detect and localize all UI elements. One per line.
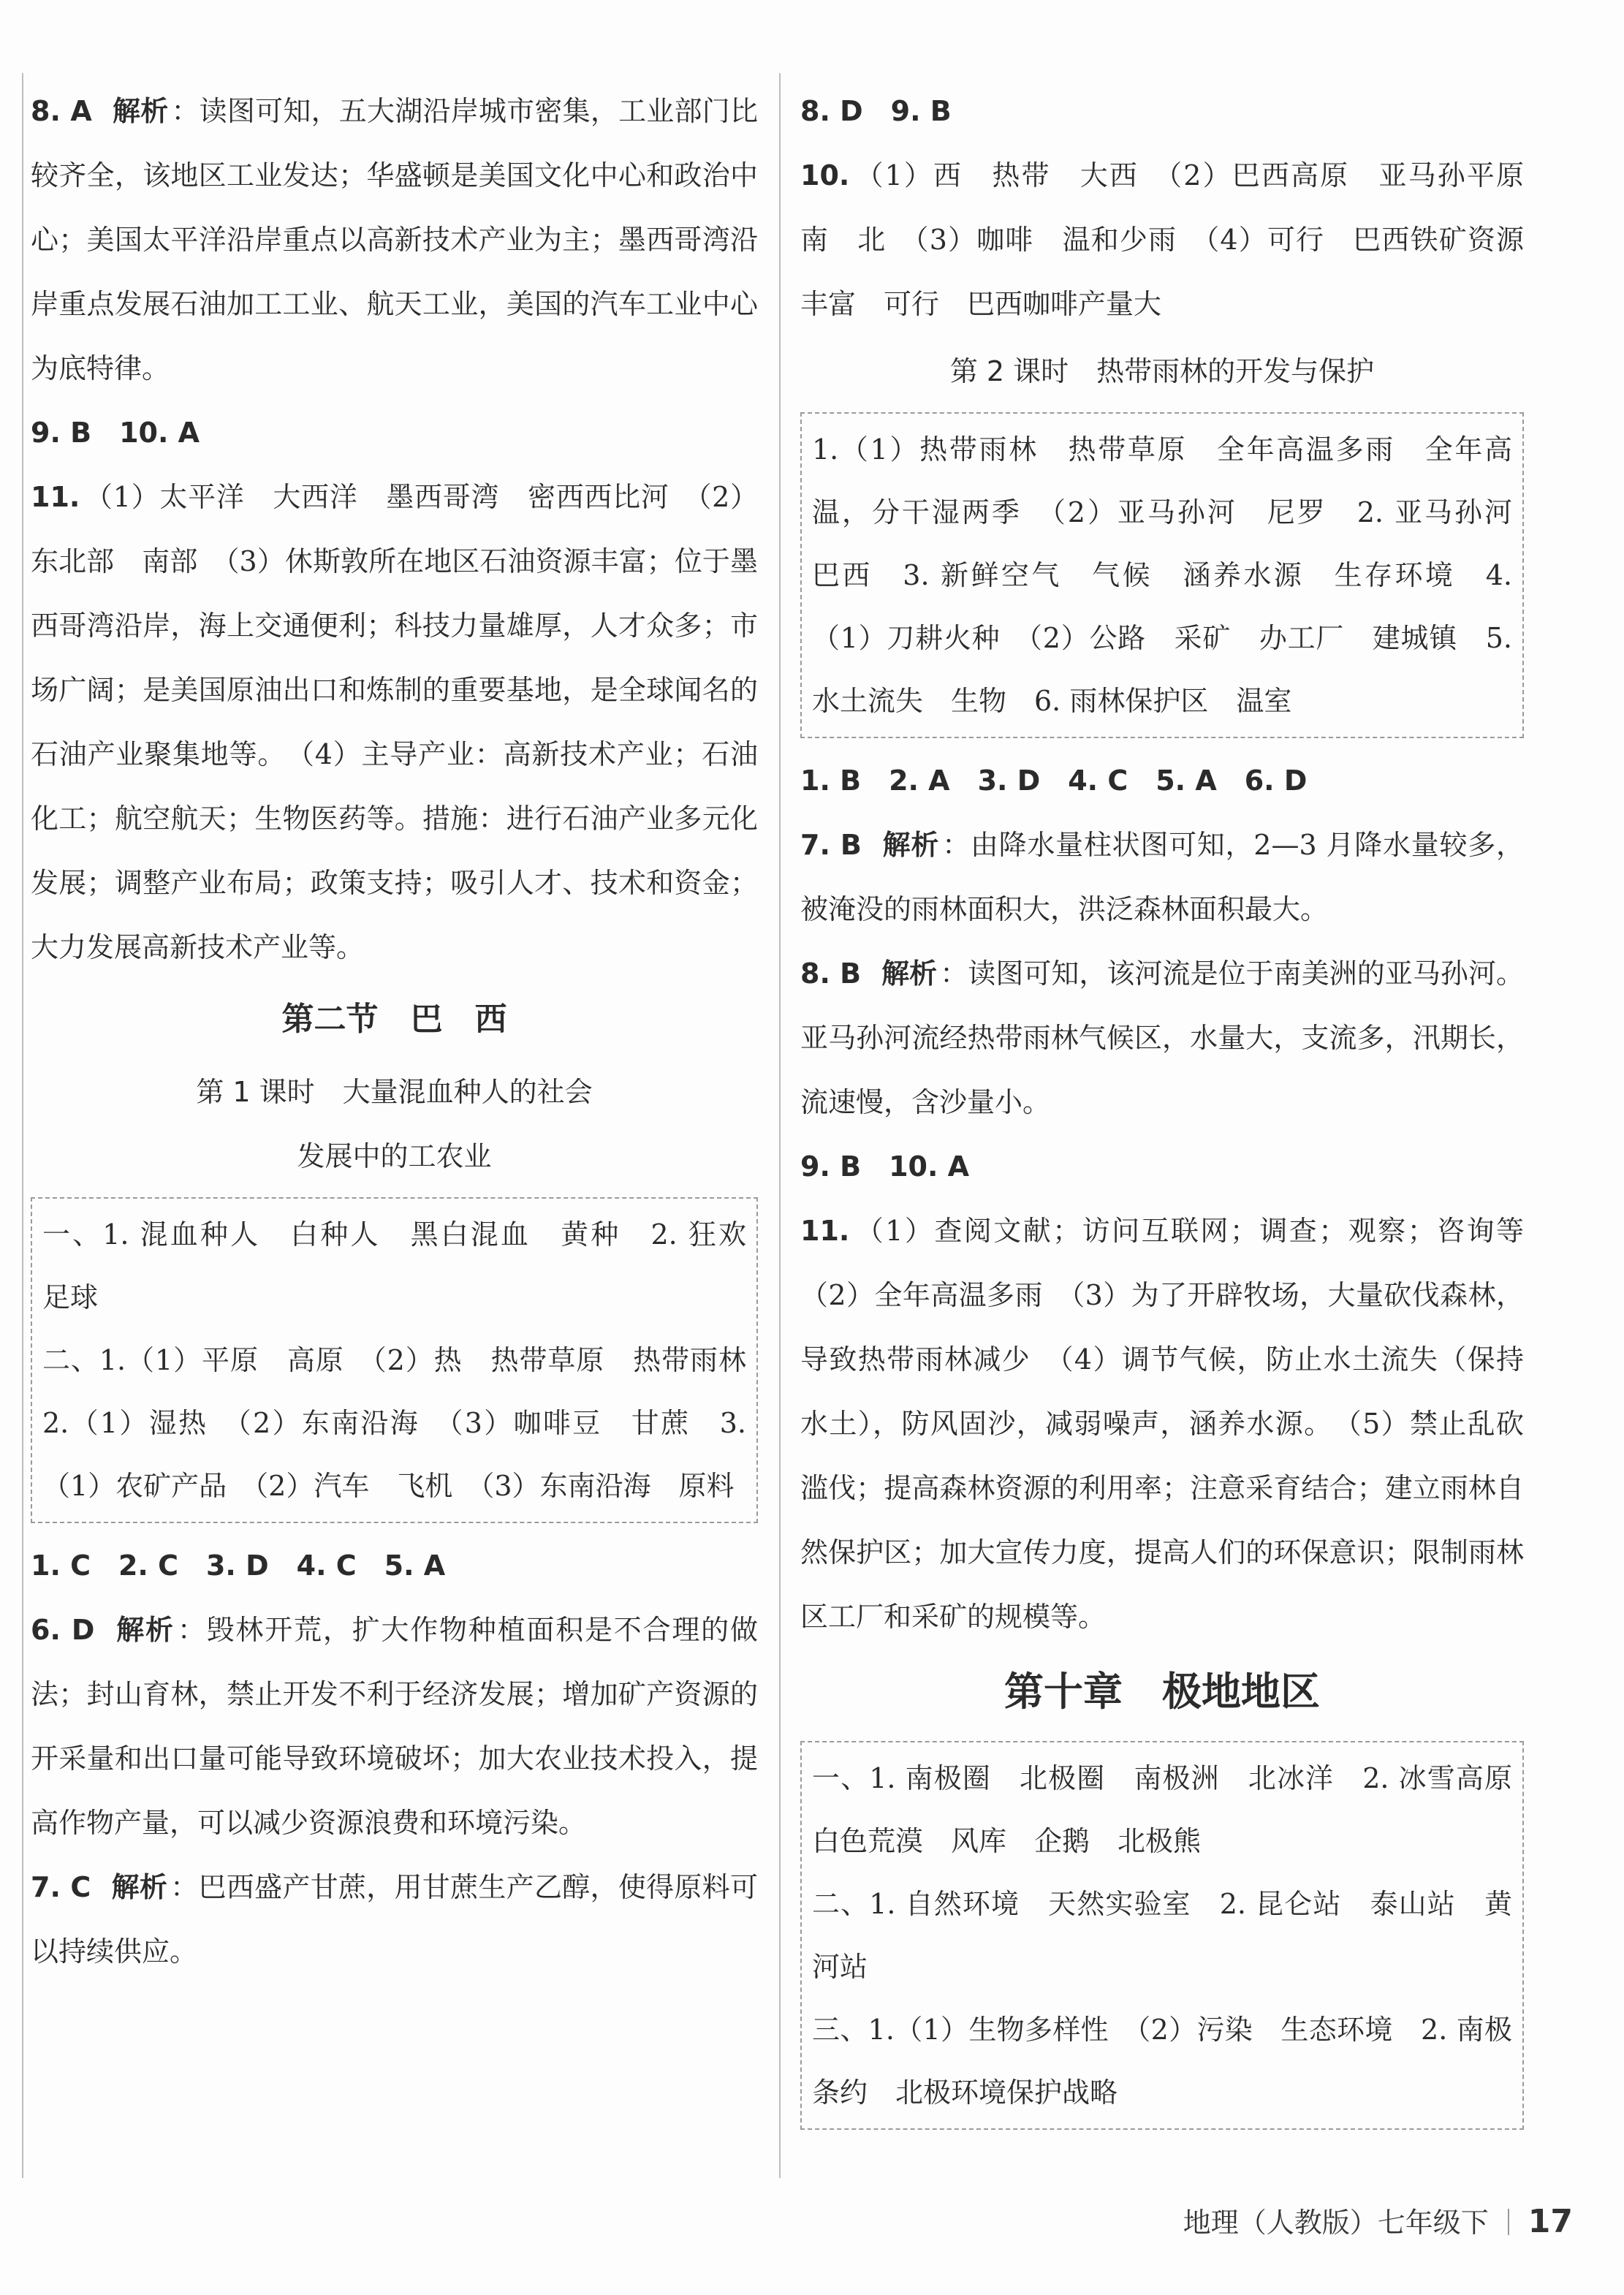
answer-text: 巴西盛产甘蔗，用甘蔗生产乙醇，使得原料可以持续供应。	[31, 1871, 758, 1968]
left-column	[31, 79, 775, 1984]
answer-text: （1）查阅文献；访问互联网；调查；观察；咨询等 （2）全年高温多雨 （3）为了开辟牧场，大量砍伐森林，导致热带雨林减少 （4）调节气候，防止水土流失（保持水土），防风固沙，减弱噪声，涵养水源。 （5）禁止乱砍滥伐；提高森林资源的利用率；注意采育结合；建立雨林自然保护区；加大宣传力度，提高人们的环保意识；限制雨林区工厂和采矿的规模等。	[800, 1215, 1552, 1633]
answer-item: 6. D 解析 ：毁林开荒，扩大作物种植面积是不合理的做法；封山育林，禁止开发不利于经济发展；增加矿产资源的开采量和出口量可能导致环境破坏；加大农业技术投入，提高作物产量，可以减少资源浪费和环境污染。	[31, 1614, 758, 1839]
answer-text: （1）西 热带 大西 （2）巴西高原 亚马孙平原 南 北 （3）咖啡 温和少雨 （4）可行 巴西铁矿资源丰富 可行 巴西咖啡产量大	[800, 159, 1552, 320]
answer-item: 8. A 解析 ：读图可知，五大湖沿岸城市密集，工业部门比较齐全，该地区工业发达；华盛顿是美国文化中心和政治中心；美国太平洋沿岸重点以高新技术产业为主；墨西哥湾沿岸重点发展石油加工工业、航天工业，美国的汽车工业中心为底特律。	[31, 95, 758, 384]
box-line: 二、1.（1）平原 高原 （2）热 热带草原 热带雨林 2.（1）湿热 （2）东南沿海 （3）咖啡豆 甘蔗 3.（1）农矿产品 （2）汽车 飞机 （3）东南沿海 原料	[42, 1344, 775, 1502]
question-number: 8. D 9. B	[800, 95, 952, 127]
left-rule	[22, 73, 23, 2178]
question-number: 6. D	[31, 1614, 95, 1646]
question-number: 7. B	[800, 829, 862, 861]
question-number: 1. B 2. A 3. D 4. C 5. A 6. D	[800, 765, 1308, 797]
answer-item	[800, 748, 1524, 813]
footer-separator	[1508, 2209, 1509, 2235]
right-column	[800, 79, 1552, 2140]
right-answers-2	[800, 748, 1552, 1649]
question-number: 11.	[800, 1215, 850, 1247]
answer-item: 7. C 解析 ：巴西盛产甘蔗，用甘蔗生产乙醇，使得原料可以持续供应。	[31, 1871, 758, 1968]
page-footer	[1183, 2200, 1573, 2240]
knowledge-box-3	[800, 1741, 1541, 2130]
question-number: 8. A	[31, 95, 92, 127]
knowledge-box-2	[800, 412, 1541, 738]
answer-text: 由降水量柱状图可知，2—3 月降水量较多，被淹没的雨林面积大，洪泛森林面积最大。	[800, 829, 1524, 925]
answer-item	[31, 1533, 758, 1598]
question-number: 10.	[800, 159, 850, 191]
left-answers-1	[31, 79, 758, 979]
box-line: 二、1. 自然环境 天然实验室 2. 昆仑站 泰山站 黄河站	[812, 1888, 1512, 1983]
answer-text: （1）太平洋 大西洋 墨西哥湾 密西西比河 （2）东北部 南部 （3）休斯敦所在地区石油资源丰富；位于墨西哥湾沿岸，海上交通便利；科技力量雄厚，人才众多；市场广阔；是美国原油出口和炼制的重要基地，是全球闻名的石油产业聚集地等。 （4）主导产业：高新技术产业；石油化工；航空航天；生物医药等。措施：进行石油产业多元化发展；调整产业布局；政策支持；吸引人才、技术和资金；大力发展高新技术产业等。	[31, 481, 758, 963]
analysis-label: 解析	[111, 1871, 168, 1903]
box-line: 三、1.（1）生物多样性 （2）污染 生态环境 2. 南极条约 北极环境保护战略	[812, 2014, 1512, 2109]
answer-text: 毁林开荒，扩大作物种植面积是不合理的做法；封山育林，禁止开发不利于经济发展；增加矿产资源的开采量和出口量可能导致环境破坏；加大农业技术投入，提高作物产量，可以减少资源浪费和环境污染。	[31, 1614, 758, 1839]
answer-item	[800, 79, 1524, 143]
answer-item	[31, 401, 758, 465]
box-line: 一、1. 混血种人 白种人 黑白混血 黄种 2. 狂欢 足球	[42, 1218, 775, 1313]
knowledge-box	[31, 1197, 775, 1523]
analysis-label: 解析	[112, 95, 169, 127]
answer-item	[800, 1199, 1552, 1649]
box-line: 一、1. 南极圈 北极圈 南极洲 北冰洋 2. 冰雪高原 白色荒漠 风库 企鹅 北极熊	[812, 1762, 1541, 1857]
right-answers-1	[800, 79, 1552, 336]
question-number: 1. C 2. C 3. D 4. C 5. A	[31, 1549, 446, 1582]
analysis-label: 解析	[881, 957, 938, 990]
answer-text: 读图可知，五大湖沿岸城市密集，工业部门比较齐全，该地区工业发达；华盛顿是美国文化中心和政治中心；美国太平洋沿岸重点以高新技术产业为主；墨西哥湾沿岸重点发展石油加工工业、航天工业，美国的汽车工业中心为底特律。	[31, 95, 758, 384]
left-answers-2	[31, 1533, 758, 1984]
answer-item: 8. B 解析 ：读图可知，该河流是位于南美洲的亚马孙河。亚马孙河流经热带雨林气候区，水量大，支流多，汛期长，流速慢，含沙量小。	[800, 957, 1524, 1118]
lesson-title-line-1: 第 1 课时 大量混血种人的社会	[196, 1076, 593, 1108]
answer-item	[800, 1134, 1524, 1199]
analysis-label: 解析	[881, 829, 940, 861]
footer-subject: 地理（人教版）七年级下	[1183, 2207, 1489, 2239]
question-number: 9. B 10. A	[31, 417, 200, 449]
answer-text: 读图可知，该河流是位于南美洲的亚马孙河。亚马孙河流经热带雨林气候区，水量大，支流多，汛期长，流速慢，含沙量小。	[800, 957, 1524, 1118]
question-number: 7. C	[31, 1871, 91, 1903]
analysis-label: 解析	[115, 1614, 175, 1646]
box-line: 1.（1）热带雨林 热带草原 全年高温多雨 全年高温，分干湿两季 （2）亚马孙河 尼罗 2. 亚马孙河 巴西 3. 新鲜空气 气候 涵养水源 生存环境 4.（1）刀耕火种 （2）公路 采矿 办工厂 建城镇 5. 水土流失 生物 6. 雨林保护区 温室	[812, 433, 1541, 717]
page-number: 17	[1528, 2203, 1573, 2240]
question-number: 11.	[31, 481, 80, 513]
chapter-title: 第十章 极地地区	[1004, 1669, 1320, 1715]
column-divider	[779, 73, 781, 2178]
question-number: 8. B	[800, 957, 862, 990]
question-number: 9. B 10. A	[800, 1150, 970, 1183]
answer-item	[800, 143, 1552, 336]
answer-item	[31, 465, 758, 979]
section-title: 第二节 巴 西	[281, 1001, 507, 1038]
lesson-title-line-2: 发展中的工农业	[297, 1140, 492, 1172]
answer-item: 7. B 解析 ：由降水量柱状图可知，2—3 月降水量较多，被淹没的雨林面积大，洪泛森林面积最大。	[800, 829, 1524, 925]
lesson-title-2: 第 2 课时 热带雨林的开发与保护	[949, 355, 1375, 387]
